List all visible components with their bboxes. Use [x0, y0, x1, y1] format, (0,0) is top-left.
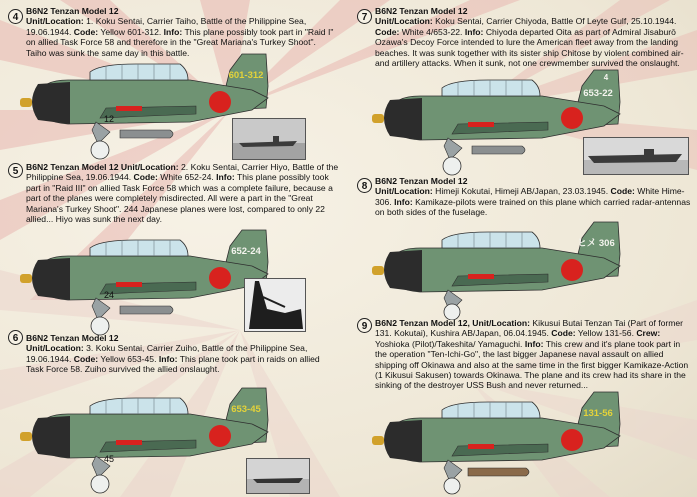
- entry-title: B6N2 Tenzan Model 12 Unit/Location:: [26, 162, 179, 172]
- tail-code: 653-22: [583, 88, 613, 99]
- carrier-photo: [244, 278, 306, 332]
- entry-title: B6N2 Tenzan Model 12, Unit/Location:: [375, 318, 531, 328]
- tail-code: 601-312: [228, 70, 264, 81]
- tail-code: 131-56: [583, 408, 613, 419]
- carrier-photo: [232, 118, 306, 160]
- entry-title: B6N2 Tenzan Model 12: [26, 6, 119, 16]
- entry-text: B6N2 Tenzan Model 12 Unit/Location: 3. Koku Sentai, Carrier Zuiho, Battle of the Philippine Sea, 19.06.1944. Code: Yellow 653-45. Info: This plane took part in raids on allied Task Force 58. Zuiho survived the allied onslaught.: [26, 333, 336, 375]
- entry-number: 6: [8, 330, 23, 345]
- entry-text: B6N2 Tenzan Model 12 Unit/Location: 1. Koku Sentai, Carrier Taiho, Battle of the Philippine Sea, 19.06.1944. Code: Yellow 601-312. Info: This plane possibly took part in "Raid I" on allied Task Force 58 and therefore in the "Great Mariana's Turkey Shoot". Taiho was sunk the same day in this battle.: [26, 6, 336, 58]
- tail-code: 653-45: [231, 404, 261, 415]
- entry-title: B6N2 Tenzan Model 12: [26, 333, 119, 343]
- entry-number: 9: [357, 318, 372, 333]
- entry-number: 7: [357, 9, 372, 24]
- carrier-photo: [583, 137, 689, 175]
- fuselage-number: 12: [104, 114, 115, 124]
- entry-title: B6N2 Tenzan Model 12: [375, 176, 468, 186]
- entry-text: B6N2 Tenzan Model 12 Unit/Location: Koku Sentai, Carrier Chiyoda, Battle Of Leyte Gulf, 25.10.1944. Code: White 4/653-22. Info: Chiyoda departed Oita as part of Admiral Jisaburō Ozawa's Decoy Force intended to lure the American fleet away from the landing beaches. It was sunk together with its sister ship Chitose by violent combined air- and artillery attacks. When it sunk, not one crewmember survived the onslaught.: [375, 6, 693, 68]
- entry-number: 8: [357, 178, 372, 193]
- tail-code: ヒメ 306: [577, 238, 615, 249]
- entry-title: B6N2 Tenzan Model 12: [375, 6, 468, 16]
- aircraft-profile-9: [372, 384, 632, 496]
- entry-number: 4: [8, 9, 23, 24]
- entry-text: B6N2 Tenzan Model 12, Unit/Location: Kikusui Butai Tenzan Tai (Part of former 131. Kokutai), Kushira AB/Japan, 06.04.1945. Code: Yellow 131-56. Crew: Yoshioka (Pilot)/Takeshita/ Yamaguchi. Info: This crew and it's plane took part in the operation "Ten-Ichi-Go", the last bigger Japanese naval assault on allied shipping off Okinawa and also at the same time in the first bigger Kamikaze-Action (1 Kikusui Sakusen) towards Okinawa. The plane and its crew had its share in the sinking of the destroyer USS Bush and never returned...: [375, 318, 689, 391]
- fuselage-number: 45: [104, 454, 115, 464]
- aircraft-profile-5: [20, 222, 280, 340]
- entry-text: B6N2 Tenzan Model 12 Unit/Location: Himeji Kokutai, Himeji AB/Japan, 23.03.1945. Code: White Hime-306. Info: Kamikaze-pilots were trained on this plane which carried radar-antennas on both sides of the fuselage.: [375, 176, 693, 218]
- carrier-photo: [246, 458, 310, 494]
- entry-text: B6N2 Tenzan Model 12 Unit/Location: 2. Koku Sentai, Carrier Hiyo, Battle of the Philippine Sea, 19.06.1944. Code: White 652-24. Info: This plane possibly took part in "Raid III" on allied Task Force 58 which was a complete failure, because a part of the planes were completely misdirected. All were a part in the "Great Mariana's Turkey Shoot". 244 Japanese planes were lost, compared to only 22 allied... Hiyo was sunk the next day.: [26, 162, 339, 225]
- tail-top-number: 4: [603, 73, 609, 82]
- tail-code: 652-24: [231, 246, 261, 257]
- aircraft-profile-6: [20, 380, 280, 497]
- fuselage-number: 24: [104, 290, 115, 300]
- aircraft-profile-8: [372, 214, 632, 320]
- entry-number: 5: [8, 163, 23, 178]
